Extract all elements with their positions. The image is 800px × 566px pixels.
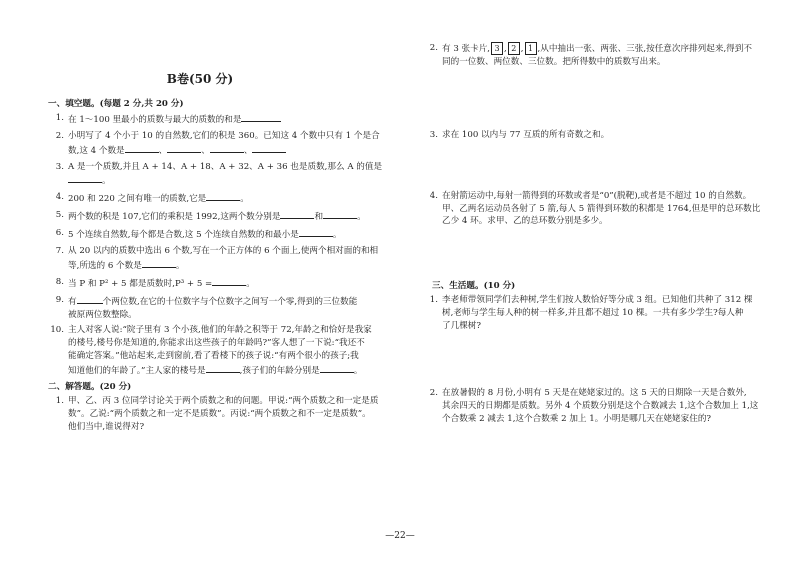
answer-blank[interactable] [68, 173, 102, 183]
section-solve: 二、解答题。(20 分) [48, 382, 132, 393]
answer-blank[interactable] [142, 258, 176, 268]
question-2: 2. 小明写了 4 个小于 10 的自然数,它们的积是 360。已知这 4 个数中只有 1 个是合 数,这 4 个数是 、 、 、 [55, 130, 380, 156]
answer-blank[interactable] [206, 191, 240, 201]
page-title: B卷(50 分) [166, 72, 234, 86]
solve-question-1: 1. 甲、乙、丙 3 位同学讨论关于两个质数之和的问题。甲说:“两个质数之和一定是质 数”。乙说:“两个质数之和一定不是质数”。丙说:“两个质数之和不一定是质数”。 他们当中,谁说得对? [55, 395, 379, 432]
page-number: —22— [385, 531, 415, 541]
question-8: 8. 当 P 和 P² + 5 都是质数时,P³ + 5 = 。 [55, 276, 255, 289]
answer-blank[interactable] [241, 112, 281, 122]
answer-blank[interactable] [212, 276, 246, 286]
question-10: 10. 主人对客人说:“院子里有 3 个小孩,他们的年龄之积等于 72,年龄之和恰好是我家 的楼号,楼号你是知道的,你能求出这些孩子的年龄吗?”客人想了一下说:“我还不 能确定答案。”他站起来,走到窗前,看了看楼下的孩子说:“有两个很小的孩子;我 知道他们的年龄了。”主人家的楼号是 ,孩子们的年龄分别是 。 [50, 325, 372, 377]
answer-blank[interactable] [77, 294, 103, 304]
answer-blank[interactable] [323, 209, 357, 219]
answer-blank[interactable] [280, 209, 314, 219]
question-9: 9. 有 个两位数,在它的十位数字与个位数字之间写一个零,得到的三位数能 被原两位数整除。 [55, 294, 358, 320]
question-5: 5. 两个数的积是 107,它们的乘积是 1992,这两个数分别是 和 。 [55, 210, 366, 223]
card-3: 3 [491, 42, 503, 55]
question-3: 3. A 是一个质数,并且 A + 14、A + 18、A + 32、A + 36 也是质数,那么 A 的值是 。 [55, 161, 383, 187]
answer-blank[interactable] [320, 363, 354, 373]
solve-question-2: 2. 有 3 张卡片, 3 , 2 , 1 ,从中抽出一张、两张、三张,按任意次序排列起来,得到不 同的一位数、两位数、三位数。把所得数中的质数写出来。 [429, 43, 752, 67]
solve-question-3: 3. 求在 100 以内与 77 互质的所有奇数之和。 [429, 129, 610, 140]
answer-blank[interactable] [299, 227, 333, 237]
answer-blank[interactable] [252, 143, 286, 153]
answer-blank[interactable] [125, 143, 159, 153]
answer-blank[interactable] [167, 143, 201, 153]
section-life: 三、生活题。(10 分) [432, 281, 516, 292]
answer-blank[interactable] [210, 143, 244, 153]
question-4: 4. 200 和 220 之间有唯一的质数,它是 。 [55, 192, 249, 205]
left-column [34, 95, 394, 437]
life-question-2: 2. 在放暑假的 8 月份,小明有 5 天是在姥姥家过的。这 5 天的日期除一天是合数外, 其余四天的日期都是质数。另外 4 个质数分别是这个合数减去 1,这个合数加上 1,这 个合数乘 2 减去 1,这个合数乘 2 加上 1。小明是哪几天在姥姥家住的? [429, 387, 759, 424]
question-6: 6. 5 个连续自然数,每个都是合数,这 5 个连续自然数的和最小是 。 [55, 228, 342, 241]
card-2: 2 [508, 42, 520, 55]
answer-blank[interactable] [206, 363, 240, 373]
right-column [418, 42, 790, 429]
question-1: 1. 在 1～100 里最小的质数与最大的质数的和是 [34, 112, 394, 127]
section-fill-in: 一、填空题。(每题 2 分,共 20 分) [48, 99, 184, 109]
life-question-1: 1. 李老师带领同学们去种树,学生们按人数恰好等分成 3 组。已知他们共种了 312 棵 树,老师与学生每人种的树一样多,并且都不超过 10 棵。一共有多少学生?每人种 了几棵树? [429, 295, 753, 332]
card-1: 1 [525, 42, 537, 55]
solve-question-4: 4. 在射箭运动中,每射一箭得到的环数或者是“0”(脱靶),或者是不超过 10 的自然数。 甲、乙两名运动员各射了 5 箭,每人 5 箭得到环数的积都是 1764,但是甲的总环数比 乙少 4 环。求甲、乙的总环数分别是多少。 [429, 190, 761, 227]
question-7: 7. 从 20 以内的质数中选出 6 个数,写在一个正方体的 6 个面上,使两个相对面的和相 等,所选的 6 个数是 。 [55, 246, 379, 271]
